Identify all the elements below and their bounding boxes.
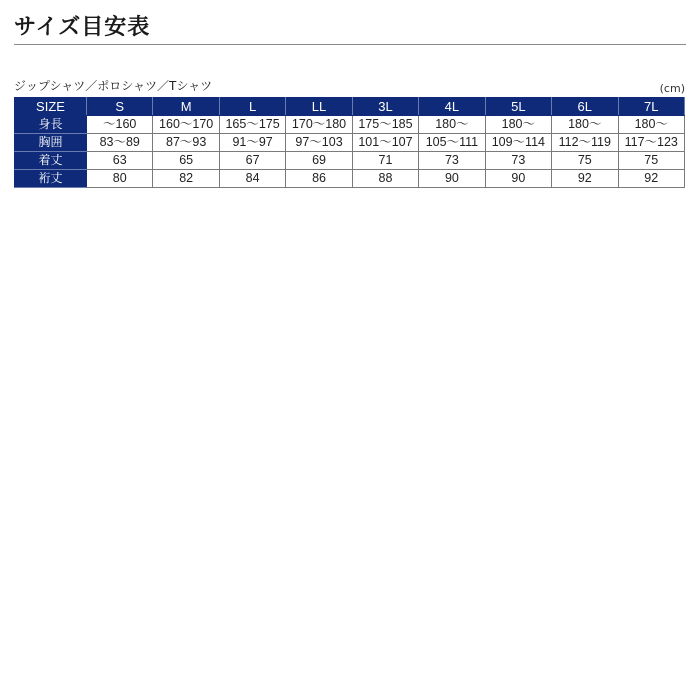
- size-header-cell: 6L: [552, 98, 618, 116]
- row-label-chest: 胸囲: [15, 134, 87, 152]
- table-cell: 180～: [419, 116, 485, 134]
- table-cell: 90: [419, 170, 485, 188]
- size-header-corner: SIZE: [15, 98, 87, 116]
- row-label-length: 着丈: [15, 152, 87, 170]
- row-label-sleeve: 裄丈: [15, 170, 87, 188]
- table-cell: 84: [219, 170, 285, 188]
- table-cell: 165～175: [219, 116, 285, 134]
- product-category-label: ジップシャツ／ポロシャツ／Tシャツ: [14, 79, 213, 93]
- table-cell: 87～93: [153, 134, 219, 152]
- table-cell: 180～: [485, 116, 551, 134]
- size-header-cell: 7L: [618, 98, 685, 116]
- table-row-length: [15, 152, 685, 170]
- table-cell: 69: [286, 152, 352, 170]
- table-cell: 82: [153, 170, 219, 188]
- table-cell: 71: [352, 152, 418, 170]
- table-cell: 88: [352, 170, 418, 188]
- table-cell: 75: [618, 152, 685, 170]
- table-cell: 91～97: [219, 134, 285, 152]
- table-cell: 160～170: [153, 116, 219, 134]
- table-cell: 63: [87, 152, 153, 170]
- title-divider: [14, 44, 686, 45]
- table-cell: 73: [419, 152, 485, 170]
- table-cell: 65: [153, 152, 219, 170]
- table-cell: 92: [552, 170, 618, 188]
- table-cell: 80: [87, 170, 153, 188]
- page-title: サイズ目安表: [14, 15, 151, 40]
- size-header-cell: S: [87, 98, 153, 116]
- table-cell: 170～180: [286, 116, 352, 134]
- table-cell: 109～114: [485, 134, 551, 152]
- table-cell: 180～: [552, 116, 618, 134]
- table-cell: 83～89: [87, 134, 153, 152]
- size-header-cell: M: [153, 98, 219, 116]
- table-cell: ～160: [87, 116, 153, 134]
- table-row-sleeve: [15, 170, 685, 188]
- table-row-chest: [15, 134, 685, 152]
- table-cell: 92: [618, 170, 685, 188]
- unit-label: (cm): [659, 82, 685, 95]
- size-header-cell: 4L: [419, 98, 485, 116]
- table-cell: 75: [552, 152, 618, 170]
- table-cell: 101～107: [352, 134, 418, 152]
- table-cell: 86: [286, 170, 352, 188]
- row-label-height: 身長: [15, 116, 87, 134]
- size-header-cell: LL: [286, 98, 352, 116]
- table-row-height: [15, 116, 685, 134]
- table-cell: 97～103: [286, 134, 352, 152]
- size-header-row: [15, 98, 685, 116]
- size-header-cell: L: [219, 98, 285, 116]
- table-cell: 112～119: [552, 134, 618, 152]
- table-cell: 117～123: [618, 134, 685, 152]
- table-cell: 180～: [618, 116, 685, 134]
- table-cell: 175～185: [352, 116, 418, 134]
- table-cell: 105～111: [419, 134, 485, 152]
- size-chart-table: [14, 97, 685, 188]
- table-cell: 67: [219, 152, 285, 170]
- table-cell: 90: [485, 170, 551, 188]
- table-cell: 73: [485, 152, 551, 170]
- size-header-cell: 5L: [485, 98, 551, 116]
- size-header-cell: 3L: [352, 98, 418, 116]
